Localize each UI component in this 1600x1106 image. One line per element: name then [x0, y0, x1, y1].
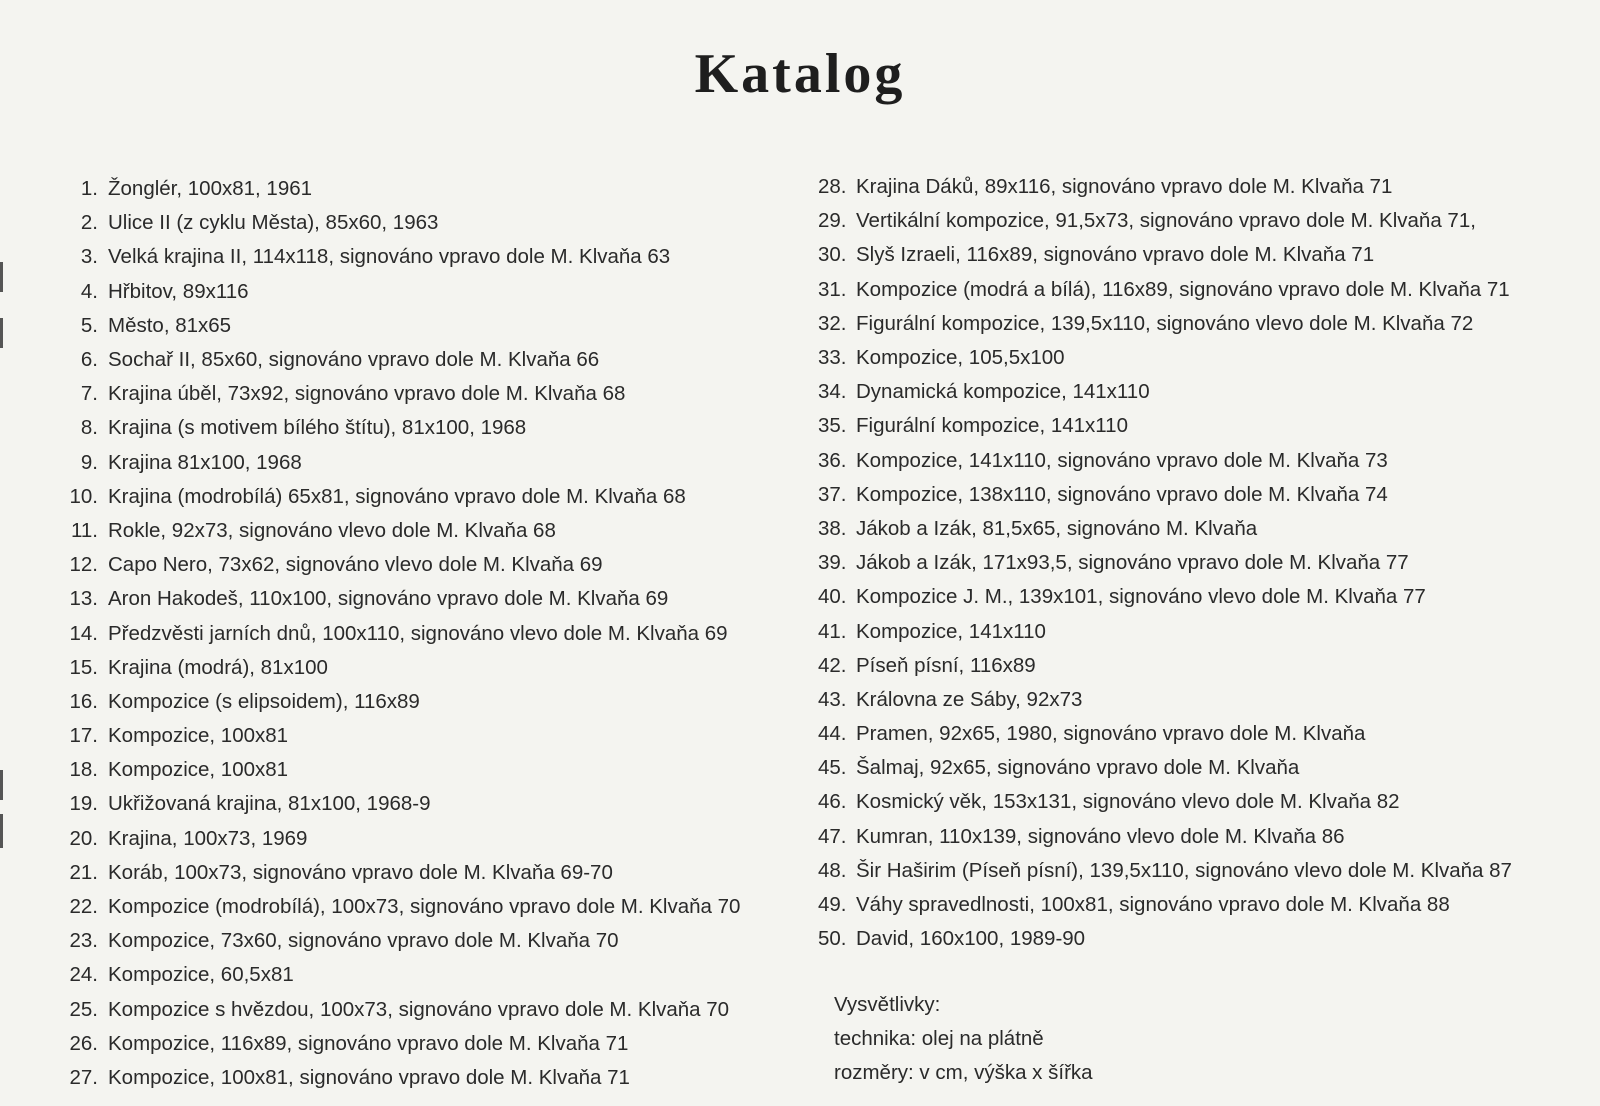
entry-number: 26. [69, 1031, 98, 1055]
entry-text: Pramen, 92x65, 1980, signováno vpravo dole M. Klvaňa [856, 722, 1366, 746]
catalog-entry [818, 478, 1578, 512]
catalog-entry [62, 719, 782, 753]
entry-number: 3. [80, 245, 98, 269]
catalog-entry [818, 820, 1578, 854]
entry-text: Krajina, 100x73, 1969 [108, 826, 308, 850]
entry-text: Kumran, 110x139, signováno vlevo dole M. Klvaňa 86 [856, 824, 1345, 848]
entry-number: 1. [80, 177, 98, 201]
entry-text: Předzvěsti jarních dnů, 100x110, signováno vlevo dole M. Klvaňa 69 [108, 621, 728, 645]
entry-number: 4. [80, 279, 98, 303]
catalog-entry [62, 924, 782, 958]
entry-number: 30. [818, 243, 847, 267]
catalog-entry [62, 206, 782, 240]
entry-number: 10. [69, 484, 98, 508]
entry-text: Krajina (s motivem bílého štítu), 81x100, 1968 [108, 416, 527, 440]
entry-number: 42. [818, 653, 847, 677]
legend-technique: technika: olej na plátně [834, 1027, 1044, 1050]
entry-text: Město, 81x65 [108, 313, 232, 337]
entry-text: Žonglér, 100x81, 1961 [108, 177, 313, 201]
entry-text: Kompozice (s elipsoidem), 116x89 [108, 689, 420, 713]
entry-number: 39. [818, 551, 847, 575]
entry-text: Krajina (modrobílá) 65x81, signováno vpravo dole M. Klvaňa 68 [108, 484, 686, 508]
catalog-entry [818, 785, 1578, 819]
catalog-entry [62, 411, 782, 445]
catalog-entry [818, 751, 1578, 785]
entry-number: 19. [69, 792, 98, 816]
catalog-entry [62, 753, 782, 787]
catalog-entry [62, 958, 782, 992]
catalog-entry [818, 888, 1578, 922]
entry-number: 45. [818, 756, 847, 780]
catalog-entry [818, 375, 1578, 409]
catalog-entry [62, 651, 782, 685]
entry-number: 5. [80, 313, 98, 337]
entry-text: Kompozice, 100x81 [108, 758, 289, 782]
entry-text: Královna ze Sáby, 92x73 [856, 687, 1083, 711]
page-title: Katalog [694, 43, 906, 105]
entry-number: 29. [818, 209, 847, 233]
entry-number: 11. [71, 518, 98, 542]
entry-text: Kompozice (modrá a bílá), 116x89, signováno vpravo dole M. Klvaňa 71 [856, 277, 1510, 301]
entry-text: Jákob a Izák, 81,5x65, signováno M. Klvaňa [856, 516, 1258, 540]
entry-number: 12. [69, 553, 98, 577]
legend-dimensions: rozměry: v cm, výška x šířka [834, 1061, 1093, 1084]
catalog-entry [818, 649, 1578, 683]
binding-mark [0, 262, 3, 292]
entry-text: Kompozice, 116x89, signováno vpravo dole M. Klvaňa 71 [108, 1031, 629, 1055]
entry-number: 24. [69, 963, 98, 987]
entry-number: 27. [69, 1065, 98, 1089]
entry-number: 20. [69, 826, 98, 850]
catalog-entry [818, 546, 1578, 580]
entry-number: 6. [80, 348, 98, 372]
entry-number: 13. [69, 587, 98, 611]
entry-text: Krajina (modrá), 81x100 [108, 655, 328, 679]
entry-text: Kompozice s hvězdou, 100x73, signováno vpravo dole M. Klvaňa 70 [108, 997, 730, 1021]
catalog-entry [62, 446, 782, 480]
entry-number: 17. [69, 724, 98, 748]
entry-text: Kompozice, 100x81 [108, 724, 289, 748]
entry-number: 36. [818, 448, 847, 472]
catalog-entry [62, 582, 782, 616]
entry-text: Kompozice, 141x110, signováno vpravo dole M. Klvaňa 73 [856, 448, 1388, 472]
legend [834, 988, 1093, 1090]
entry-text: Sochař II, 85x60, signováno vpravo dole M. Klvaňa 66 [108, 348, 600, 372]
catalog-list-right [818, 170, 1578, 956]
entry-number: 47. [818, 824, 847, 848]
catalog-entry [818, 273, 1578, 307]
entry-number: 33. [818, 346, 847, 370]
entry-number: 44. [818, 722, 847, 746]
entry-number: 14. [69, 621, 98, 645]
catalog-entry [818, 854, 1578, 888]
catalog-entry [818, 238, 1578, 272]
legend-heading: Vysvětlivky: [834, 993, 941, 1016]
entry-text: Krajina Dáků, 89x116, signováno vpravo dole M. Klvaňa 71 [856, 175, 1393, 199]
entry-number: 18. [69, 758, 98, 782]
entry-text: Kompozice J. M., 139x101, signováno vlevo dole M. Klvaňa 77 [856, 585, 1426, 609]
catalog-entry [818, 307, 1578, 341]
entry-number: 48. [818, 858, 847, 882]
catalog-entry [62, 616, 782, 650]
catalog-entry [818, 922, 1578, 956]
entry-number: 40. [818, 585, 847, 609]
entry-number: 41. [818, 619, 847, 643]
catalog-entry [62, 275, 782, 309]
entry-number: 46. [818, 790, 847, 814]
catalog-entry [62, 514, 782, 548]
entry-text: David, 160x100, 1989-90 [856, 927, 1086, 951]
entry-text: Kosmický věk, 153x131, signováno vlevo dole M. Klvaňa 82 [856, 790, 1400, 814]
entry-number: 8. [80, 416, 98, 440]
entry-text: Figurální kompozice, 139,5x110, signováno vlevo dole M. Klvaňa 72 [856, 311, 1474, 335]
entry-text: Aron Hakodeš, 110x100, signováno vpravo dole M. Klvaňa 69 [108, 587, 669, 611]
catalog-entry [818, 512, 1578, 546]
entry-number: 34. [818, 380, 847, 404]
entry-text: Krajina úběl, 73x92, signováno vpravo dole M. Klvaňa 68 [108, 382, 626, 406]
entry-text: Capo Nero, 73x62, signováno vlevo dole M. Klvaňa 69 [108, 553, 603, 577]
entry-number: 35. [818, 414, 847, 438]
catalog-entry [818, 683, 1578, 717]
entry-text: Koráb, 100x73, signováno vpravo dole M. Klvaňa 69-70 [108, 860, 613, 884]
entry-number: 7. [80, 382, 98, 406]
entry-text: Kompozice, 138x110, signováno vpravo dole M. Klvaňa 74 [856, 482, 1388, 506]
entry-number: 37. [818, 482, 847, 506]
entry-text: Ukřižovaná krajina, 81x100, 1968-9 [108, 792, 431, 816]
entry-text: Kompozice (modrobílá), 100x73, signováno vpravo dole M. Klvaňa 70 [108, 895, 741, 919]
entry-text: Ulice II (z cyklu Města), 85x60, 1963 [108, 211, 439, 235]
catalog-list-left [62, 172, 782, 1095]
entry-number: 50. [818, 927, 847, 951]
catalog-entry [818, 444, 1578, 478]
catalog-entry [62, 377, 782, 411]
entry-number: 15. [69, 655, 98, 679]
catalog-entry [62, 309, 782, 343]
binding-mark [0, 318, 3, 348]
entry-number: 21. [69, 860, 98, 884]
entry-text: Kompozice, 73x60, signováno vpravo dole M. Klvaňa 70 [108, 929, 619, 953]
entry-number: 49. [818, 893, 847, 917]
entry-text: Velká krajina II, 114x118, signováno vpravo dole M. Klvaňa 63 [108, 245, 671, 269]
entry-text: Slyš Izraeli, 116x89, signováno vpravo dole M. Klvaňa 71 [856, 243, 1375, 267]
entry-number: 28. [818, 175, 847, 199]
catalog-entry [62, 787, 782, 821]
catalog-entry [62, 343, 782, 377]
entry-number: 16. [69, 689, 98, 713]
catalog-entry [818, 170, 1578, 204]
entry-number: 2. [80, 211, 98, 235]
entry-text: Píseň písní, 116x89 [856, 653, 1036, 677]
entry-text: Jákob a Izák, 171x93,5, signováno vpravo dole M. Klvaňa 77 [856, 551, 1409, 575]
catalog-entry [62, 1061, 782, 1095]
catalog-entry [818, 614, 1578, 648]
catalog-entry [818, 409, 1578, 443]
catalog-entry [818, 580, 1578, 614]
entry-text: Krajina 81x100, 1968 [108, 450, 302, 474]
catalog-entry [62, 993, 782, 1027]
entry-number: 9. [80, 450, 98, 474]
entry-text: Kompozice, 100x81, signováno vpravo dole M. Klvaňa 71 [108, 1065, 630, 1089]
entry-text: Hřbitov, 89x116 [108, 279, 249, 303]
catalog-entry [62, 1027, 782, 1061]
entry-number: 32. [818, 311, 847, 335]
entry-text: Váhy spravedlnosti, 100x81, signováno vpravo dole M. Klvaňa 88 [856, 893, 1450, 917]
catalog-entry [62, 548, 782, 582]
entry-text: Šalmaj, 92x65, signováno vpravo dole M. Klvaňa [856, 756, 1300, 780]
entry-text: Šir Haširim (Píseň písní), 139,5x110, signováno vlevo dole M. Klvaňa 87 [856, 858, 1512, 882]
binding-mark [0, 770, 3, 800]
catalog-entry [62, 685, 782, 719]
entry-number: 38. [818, 516, 847, 540]
entry-number: 22. [69, 895, 98, 919]
catalog-entry [62, 890, 782, 924]
entry-text: Dynamická kompozice, 141x110 [856, 380, 1150, 404]
entry-text: Rokle, 92x73, signováno vlevo dole M. Klvaňa 68 [108, 518, 556, 542]
entry-text: Kompozice, 141x110 [856, 619, 1046, 643]
entry-number: 23. [69, 929, 98, 953]
entry-number: 31. [818, 277, 847, 301]
entry-number: 43. [818, 687, 847, 711]
catalog-entry [62, 480, 782, 514]
entry-number: 25. [69, 997, 98, 1021]
catalog-entry [62, 240, 782, 274]
entry-text: Kompozice, 60,5x81 [108, 963, 294, 987]
catalog-entry [818, 717, 1578, 751]
binding-mark [0, 814, 3, 848]
catalog-entry [62, 856, 782, 890]
catalog-entry [62, 822, 782, 856]
entry-text: Vertikální kompozice, 91,5x73, signováno vpravo dole M. Klvaňa 71, [856, 209, 1476, 233]
entry-text: Kompozice, 105,5x100 [856, 346, 1065, 370]
catalog-entry [818, 341, 1578, 375]
catalog-entry [818, 204, 1578, 238]
entry-text: Figurální kompozice, 141x110 [856, 414, 1128, 438]
catalog-entry [62, 172, 782, 206]
